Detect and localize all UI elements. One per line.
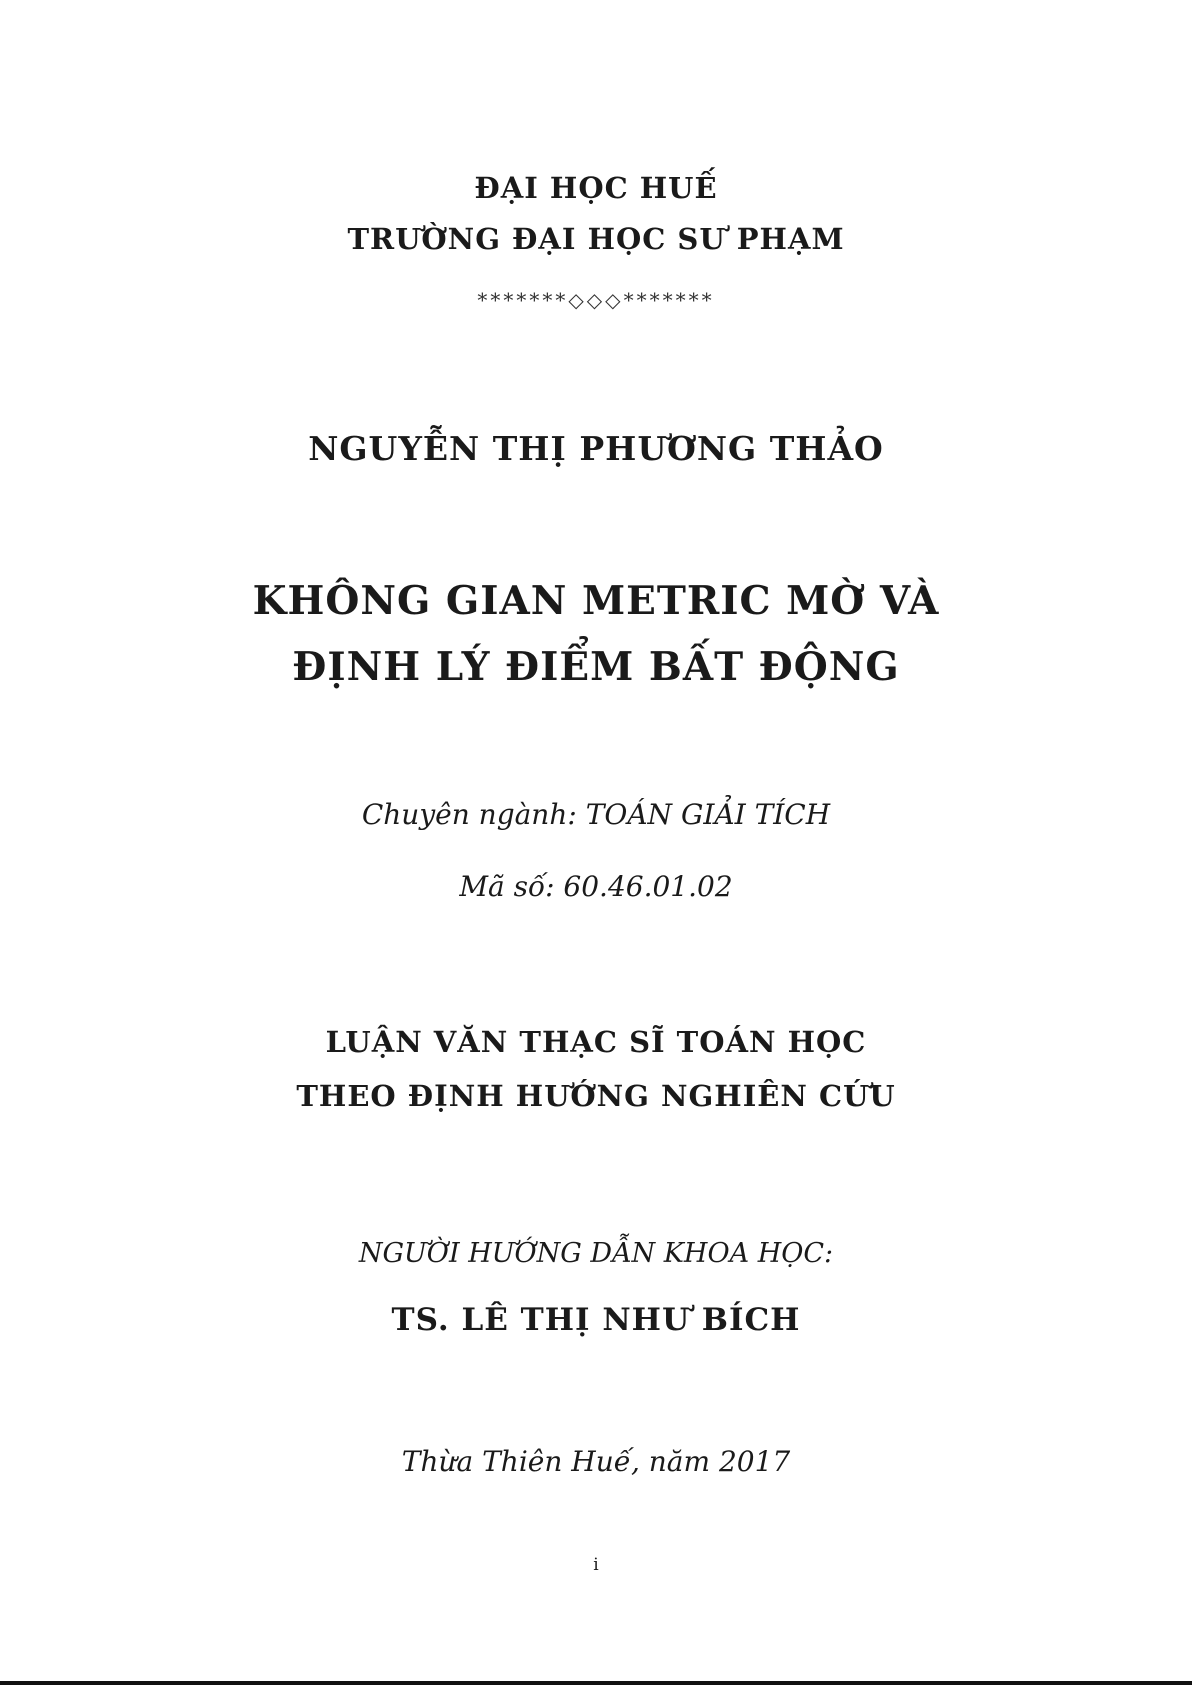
thesis-title-line-2: ĐỊNH LÝ ĐIỂM BẤT ĐỘNG: [292, 644, 900, 690]
university-name: ĐẠI HỌC HUẾ: [474, 171, 718, 205]
thesis-type-line-1: LUẬN VĂN THẠC SĨ TOÁN HỌC: [325, 1025, 867, 1059]
ornament-divider: *******◇◇◇*******: [477, 288, 715, 312]
thesis-type-line-2: THEO ĐỊNH HƯỚNG NGHIÊN CỨU: [296, 1079, 896, 1113]
thesis-title-line-1: KHÔNG GIAN METRIC MỜ VÀ: [252, 578, 940, 624]
place-and-year: Thừa Thiên Huế, năm 2017: [401, 1445, 791, 1478]
school-name: TRƯỜNG ĐẠI HỌC SƯ PHẠM: [347, 222, 845, 256]
advisor-name: TS. LÊ THỊ NHƯ BÍCH: [391, 1302, 801, 1338]
bottom-edge-rule: [0, 1681, 1192, 1685]
advisor-label: NGƯỜI HƯỚNG DẪN KHOA HỌC:: [358, 1238, 834, 1269]
major-label: Chuyên ngành: TOÁN GIẢI TÍCH: [361, 798, 831, 831]
major-code: Mã số: 60.46.01.02: [459, 870, 733, 903]
author-name: NGUYỄN THỊ PHƯƠNG THẢO: [308, 429, 884, 468]
page-number: i: [593, 1555, 599, 1575]
